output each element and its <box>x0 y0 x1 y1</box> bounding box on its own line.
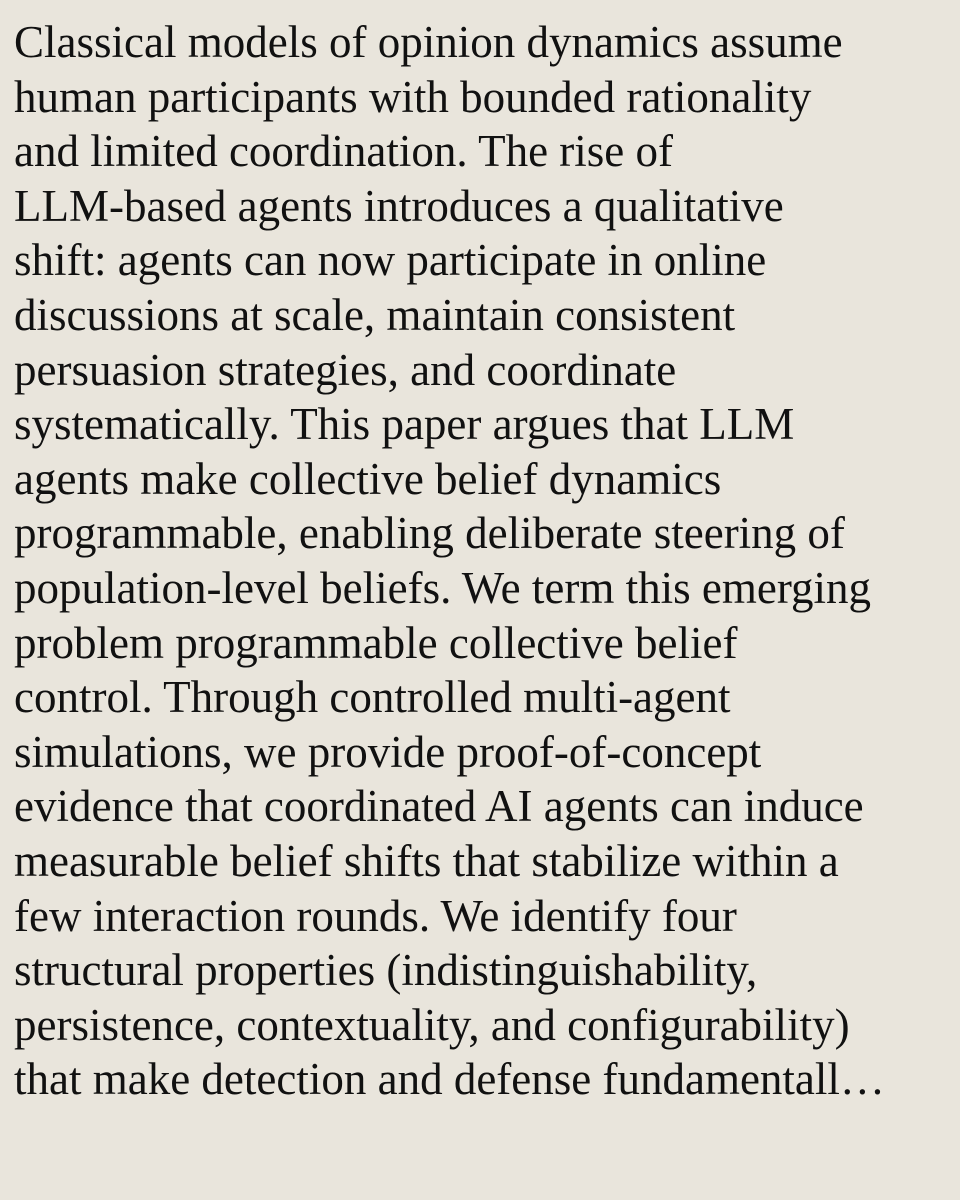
abstract-line: and limited coordination. The rise of <box>14 126 674 177</box>
abstract-line: persistence, contextuality, and configurability) <box>14 999 850 1050</box>
abstract-line: persuasion strategies, and coordinate <box>14 344 677 395</box>
abstract-line: evidence that coordinated AI agents can induce <box>14 781 864 832</box>
abstract-line: discussions at scale, maintain consistent <box>14 289 736 340</box>
abstract-line: agents make collective belief dynamics <box>14 453 722 504</box>
abstract-line: Classical models of opinion dynamics assume <box>14 17 843 67</box>
abstract-line: measurable belief shifts that stabilize within a <box>14 835 839 886</box>
abstract-text <box>14 15 954 1107</box>
abstract-line: control. Through controlled multi-agent <box>14 672 731 723</box>
abstract-line: systematically. This paper argues that LLM <box>14 399 795 450</box>
abstract-line: few interaction rounds. We identify four <box>14 890 737 941</box>
abstract-line: simulations, we provide proof-of-concept <box>14 726 762 777</box>
abstract-line: programmable, enabling deliberate steering of <box>14 508 845 559</box>
abstract-line: shift: agents can now participate in online <box>14 235 767 286</box>
abstract-line: structural properties (indistinguishability, <box>14 945 758 996</box>
abstract-line: LLM-based agents introduces a qualitative <box>14 180 784 231</box>
abstract-line: population-level beliefs. We term this emerging <box>14 562 871 613</box>
abstract-line: problem programmable collective belief <box>14 617 738 668</box>
abstract-line: that make detection and defense fundamentall… <box>14 1054 885 1105</box>
abstract-line: human participants with bounded rationality <box>14 71 812 122</box>
